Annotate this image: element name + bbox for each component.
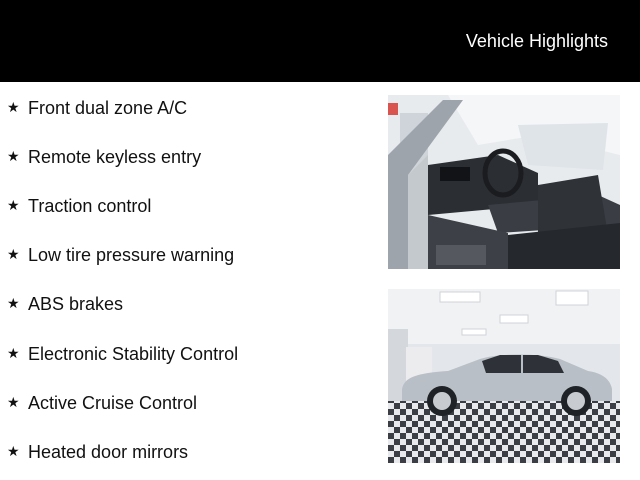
star-icon: ★ — [7, 148, 20, 164]
star-icon: ★ — [7, 246, 20, 262]
feature-label: Low tire pressure warning — [28, 245, 235, 265]
interior-photo — [388, 95, 620, 269]
feature-item — [7, 440, 188, 464]
feature-item — [7, 292, 123, 316]
star-icon: ★ — [7, 345, 20, 361]
star-icon: ★ — [7, 99, 20, 115]
star-icon: ★ — [7, 443, 20, 459]
feature-label: Front dual zone A/C — [28, 98, 188, 118]
feature-item — [7, 194, 151, 218]
feature-item — [7, 145, 201, 169]
feature-label: Remote keyless entry — [28, 147, 202, 167]
car-exterior-photo — [388, 289, 620, 463]
header-bar — [0, 0, 640, 82]
feature-label: Active Cruise Control — [28, 393, 198, 413]
star-icon: ★ — [7, 394, 20, 410]
feature-label: Heated door mirrors — [28, 442, 189, 462]
star-icon: ★ — [7, 197, 20, 213]
feature-item — [7, 391, 197, 415]
feature-item — [7, 243, 234, 267]
page-title: Vehicle Highlights — [465, 31, 608, 51]
car-interior-photo — [388, 95, 620, 269]
feature-label: Electronic Stability Control — [28, 344, 239, 364]
feature-label: ABS brakes — [28, 294, 124, 314]
feature-label: Traction control — [28, 196, 152, 216]
feature-item — [7, 342, 238, 366]
feature-item — [7, 96, 187, 120]
exterior-photo — [388, 289, 620, 463]
star-icon: ★ — [7, 295, 20, 311]
